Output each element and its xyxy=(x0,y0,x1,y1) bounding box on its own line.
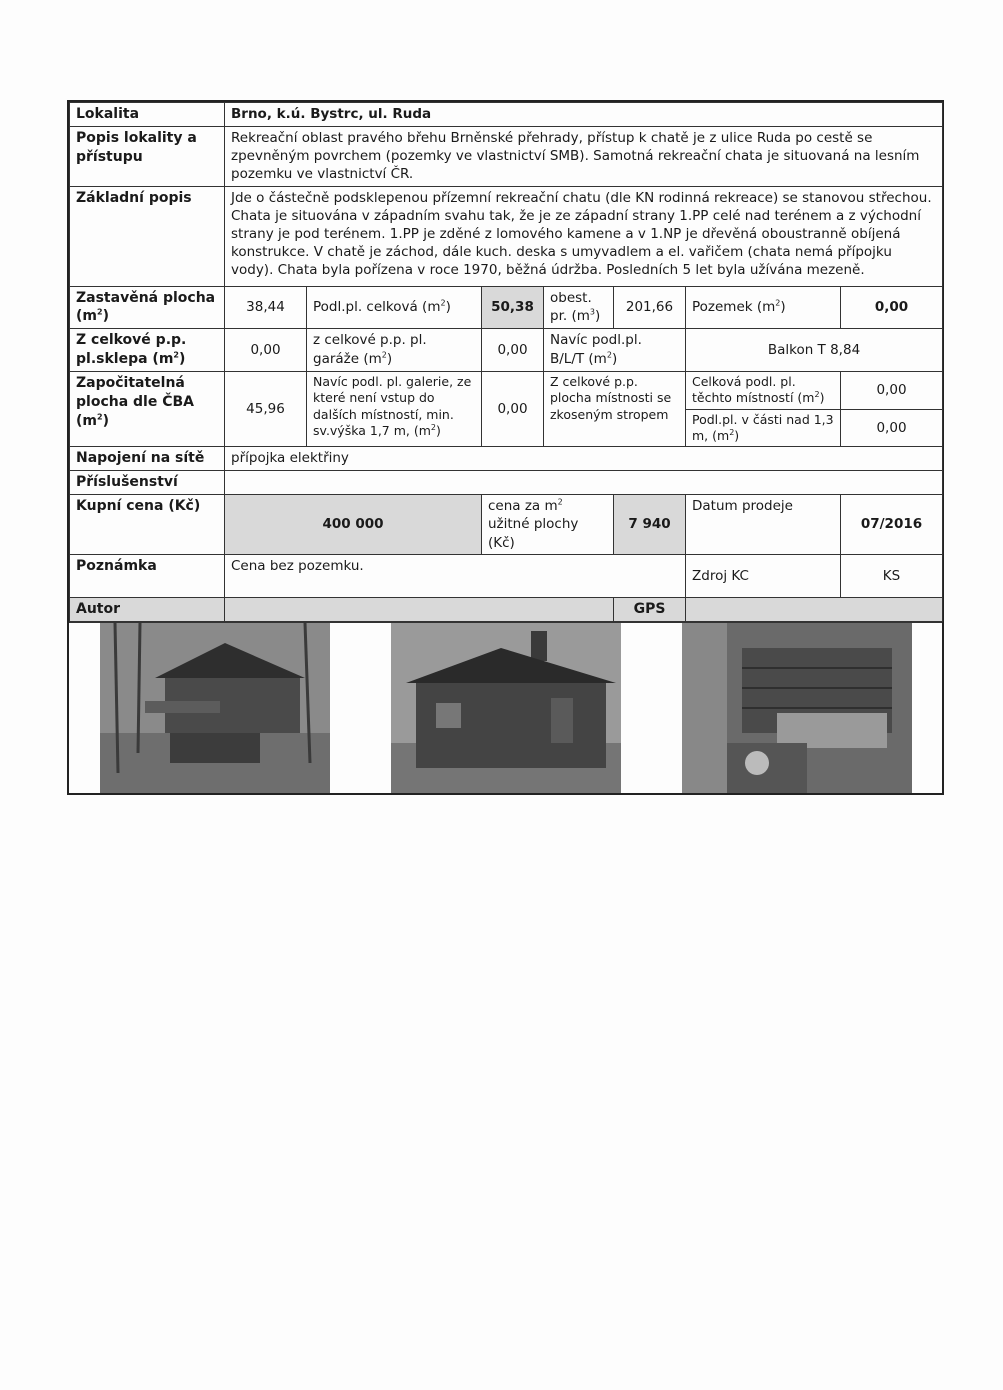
photo-cabin-side xyxy=(391,623,621,793)
value-gps xyxy=(686,597,943,621)
value-cba: 45,96 xyxy=(225,372,307,447)
value-zakladni: Jde o částečně podsklepenou přízemní rekreační chatu (dle KN rodinná rekreace) se stanovou střechou. Chata je situována v západním svahu tak, že je ze západní strany 1.PP celé nad terénem a z východní strany je pod terénem. 1.PP je zděné z lomového kamene a v 1.NP je dřevěná oboustranně obíjená konstrukce. V chatě je záchod, dále kuch. deska s umyvadlem a el. vařičem (chata nemá přípojku vody). Chata byla pořízena v roce 1970, běžná údržba. Posledních 5 let byla užívána mezeně. xyxy=(225,186,943,286)
row-lokalita xyxy=(70,103,943,127)
row-prislusenstvi xyxy=(70,471,943,495)
label-navic: Navíc podl.pl. B/L/T $(m^2)$ xyxy=(544,329,686,372)
label-popis: Popis lokality a přístupu xyxy=(70,126,225,186)
value-sklep: 0,00 xyxy=(225,329,307,372)
row-zakladni xyxy=(70,186,943,286)
label-sklep: Z celkové p.p. pl.sklepa $(m^2)$ xyxy=(70,329,225,372)
value-garaz: 0,00 xyxy=(482,329,544,372)
label-obest: obest. pr. $(m^3)$ xyxy=(544,286,614,329)
label-celkova: Celková podl. pl. těchto místností $(m^2)$ xyxy=(686,372,841,410)
row-napojeni xyxy=(70,447,943,471)
label-nad: Podl.pl. v části nad 1,3 m, $(m^2)$ xyxy=(686,409,841,447)
value-lokalita: Brno, k.ú. Bystrc, ul. Ruda xyxy=(225,103,943,127)
label-zdroj: Zdroj KC xyxy=(686,554,841,597)
value-kupni: 400 000 xyxy=(225,495,482,555)
row-kupni xyxy=(70,495,943,555)
property-table xyxy=(69,102,943,622)
value-poznamka: Cena bez pozemku. xyxy=(225,554,686,597)
label-prislusenstvi: Příslušenství xyxy=(70,471,225,495)
label-autor: Autor xyxy=(70,597,225,621)
value-zdroj: KS xyxy=(841,554,943,597)
row-poznamka xyxy=(70,554,943,597)
value-podl-celkova: 50,38 xyxy=(482,286,544,329)
label-gps: GPS xyxy=(614,597,686,621)
property-record-sheet xyxy=(67,100,944,795)
label-zastavena: Zastavěná plocha $(m^2)$ xyxy=(70,286,225,329)
value-napojeni: přípojka elektřiny xyxy=(225,447,943,471)
row-sklep xyxy=(70,329,943,372)
label-pozemek: Pozemek $(m^2)$ xyxy=(686,286,841,329)
label-datum: Datum prodeje xyxy=(686,495,841,555)
value-nad: 0,00 xyxy=(841,409,943,447)
label-garaz: z celkové p.p. pl. garáže $(m^2)$ xyxy=(307,329,482,372)
label-poznamka: Poznámka xyxy=(70,554,225,597)
value-datum: 07/2016 xyxy=(841,495,943,555)
row-autor xyxy=(70,597,943,621)
value-autor xyxy=(225,597,614,621)
value-zastavena: 38,44 xyxy=(225,286,307,329)
value-navic: Balkon T 8,84 xyxy=(686,329,943,372)
label-zakladni: Základní popis xyxy=(70,186,225,286)
value-popis: Rekreační oblast pravého břehu Brněnské přehrady, přístup k chatě je z ulice Ruda po cestě se zpevněným povrchem (pozemky ve vlastnictví SMB). Samotná rekreační chata je situovaná na lesním pozemku ve vlastnictví ČR. xyxy=(225,126,943,186)
value-cena-za-m2: 7 940 xyxy=(614,495,686,555)
value-galerie: 0,00 xyxy=(482,372,544,447)
label-zkosena: Z celkové p.p. plocha místnosti se zkoseným stropem xyxy=(544,372,686,447)
label-kupni: Kupní cena (Kč) xyxy=(70,495,225,555)
value-prislusenstvi xyxy=(225,471,943,495)
value-pozemek: 0,00 xyxy=(841,286,943,329)
photo-strip xyxy=(69,622,942,793)
value-celkova: 0,00 xyxy=(841,372,943,410)
label-cena-za-m2: cena za $m^2$ užitné plochy (Kč) xyxy=(482,495,614,555)
photo-cabin-interior xyxy=(682,623,912,793)
row-cba-1 xyxy=(70,372,943,410)
label-lokalita: Lokalita xyxy=(70,103,225,127)
value-obest: 201,66 xyxy=(614,286,686,329)
label-podl-celkova: Podl.pl. celková $(m^2)$ xyxy=(307,286,482,329)
label-napojeni: Napojení na sítě xyxy=(70,447,225,471)
photo-cabin-front xyxy=(100,623,330,793)
row-zastavena xyxy=(70,286,943,329)
row-popis xyxy=(70,126,943,186)
label-cba: Započitatelná plocha dle ČBA $(m^2)$ xyxy=(70,372,225,447)
label-galerie: Navíc podl. pl. galerie, ze které není vstup do dalších místností, min. sv.výška 1,7 m, $(m^2)$ xyxy=(307,372,482,447)
